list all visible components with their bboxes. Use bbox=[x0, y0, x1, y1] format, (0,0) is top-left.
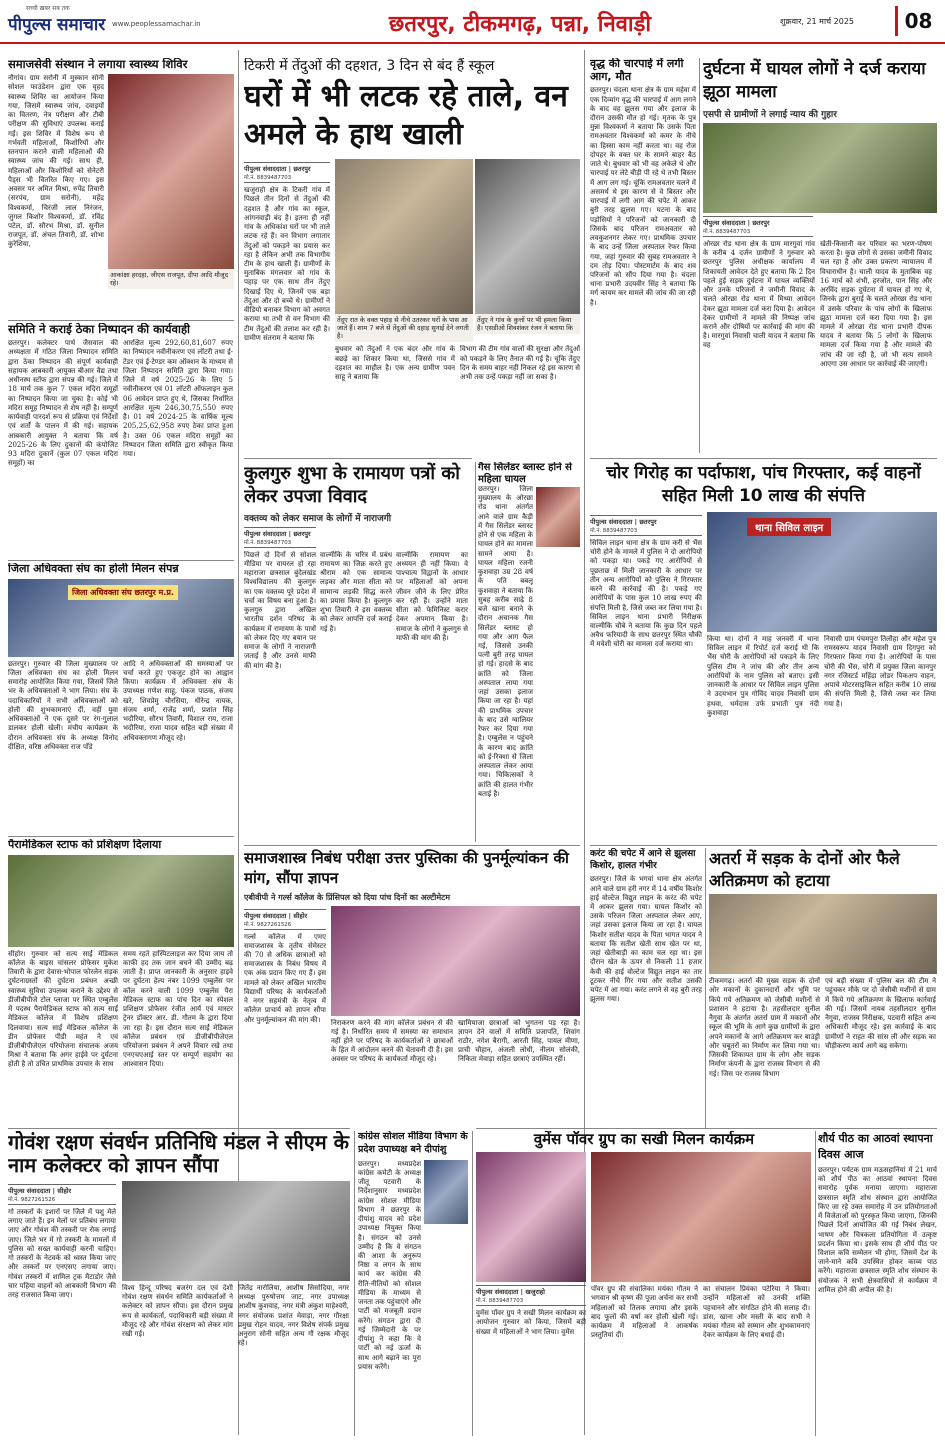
article-body: छतरपुर। मध्यप्रदेश कांग्रेस कमेटी के अध्यक्ष जीतू पटवारी के निर्देशानुसार मध्यप्रदेश कांग्रेस सोशल मीडिया विभाग ने छतरपुर के दीपांशु यादव को प्रदेश उपाध्यक्ष नियुक्त किया है। संगठन को उनसे उम्मीद है कि वे संगठन की आशा के अनुरूप निष्ठा व लगन के साथ कार्य कर कांग्रेस की रीति-नीतियों को सोशल मीडिया के माध्यम से जनता तक पहुंचाएंगे और पार्टी को मजबूती प्रदान करेंगे। संगठन द्वारा दी गई जिम्मेदारी के पर दीपांशु ने कहा कि वे पार्टी को नई ऊर्जा के साथ आगे बढ़ाने का पूरा प्रयास करेंगे। bbox=[358, 1159, 421, 1371]
byline: पीपुल्स संवाददाता | सीहोर मो.नं. 9827261526 bbox=[244, 909, 326, 930]
article-body: विभाग की टीम गांव वालों की सुरक्षा और तेंदुओं को पकड़ने के लिए तैनात की गई है। चूंकि तेंदुए दिन के समय बाहर नहीं निकल रहे इस कारण से अभी तक उन्हें पकड़ा नहीं जा सका है। bbox=[460, 345, 580, 382]
article-body: छतरपुर। गुरुवार की जिला मुख्यालय पर जिला अधिवक्ता संघ का होली मिलन समारोह आयोजित किया गया, जिसमें जिले भर के अधिवक्ताओं ने भाग लिया। संघ के पदाधिकारियों ने सभी अधिवक्ताओं को होली की शुभकामनाएं दीं, वहीं युवा अधिवक्ताओं ने एक दूसरे पर रंग-गुलाल डालकर होली खेली। मंचीय कार्यक्रम के दौरान अधिवक्ता संघ के अध्यक्ष विनोद दीक्षित, वरिष्ठ अधिवक्ता राज पाँडे bbox=[8, 659, 118, 751]
article-body: का संचालन प्रियंका पटेरिया ने किया। उन्होंने महिलाओं को उनकी शक्ति पहचानने और संगठित होने की सलाह दी। डांस, खाना और मस्ती के बाद सभी ने मयंका गौतम को सम्मान और शुभकामनाएं देकर कार्यक्रम के लिए बधाई दी। bbox=[703, 1285, 810, 1340]
article-body: खामियाजा छात्राओं को भुगतना पड़ रहा है। ज्ञापन देने वालों में समिति प्रजापति, शिवांग राठौर, नगेश बैरागी, आरती सिंह, पायल मीणा, प्राची चौहान, अंजली लोधी, नीलम सोलंकी, निकिता मेवाड़ा सहित छात्राएं उपस्थित रहीं। bbox=[458, 1018, 580, 1064]
article-body: जितेंद्र नारोलिया, आशीष सिसोदिया, नगर अध्यक्ष पुरुषोत्तम जाट, नगर उपाध्यक्ष आशीष कुशवाह, नगर मंत्री अंकुश माहेश्वरी, नगर संयोजक प्रशांत मेवाड़ा, नगर गौरक्षा प्रमुख रोहन यादव, नगर विशेष संपर्क प्रमुख अनुराग सोनी सहित अन्य गौ रक्षक मौजूद रहे। bbox=[238, 1284, 349, 1348]
article-body: वाल्मीकि के चरित्र में प्रबंध रामायण का जिक्र करते हुए श्रीराम को एक सामान्य लड़का और माता सीता को सामान्य लड़की सिद्ध करने का प्रयास किया है। कुलगुरु शुभा तिवारी ने इस वक्तव्य को लेकर आपत्ति दर्ज कराई गई है। bbox=[320, 550, 392, 633]
banner-text: जिला अधिवक्ता संघ छतरपुर म.प्र. bbox=[68, 585, 178, 600]
divider bbox=[8, 560, 234, 561]
subheadline: एबीवीपी ने गर्ल्स कॉलेज के प्रिंसिपल को दिया पांच दिनों का अल्टीमेटम bbox=[244, 892, 450, 902]
byline-place: खजुराहो bbox=[525, 1288, 545, 1297]
story-electrocution bbox=[590, 848, 702, 1128]
article-body: किया था। दोनों ने माह जनवरी में थाना सिविल लाइन में रिपोर्ट दर्ज कराई थी कि भैंस चोरी के आरोपियों को पकड़ने के लिए पुलिस टीम ने जांच की और तीन अन्य आरोपियों के नाम पुलिस को बताए। इसी जानकारी के आधार पर सिविल लाइन पुलिस ने उदयभान पुत्र गोविंद यादव निवासी ग्राम हथवा, धर्मदास उर्फ प्रभाती पुत्र नंदी कुशवाहा bbox=[707, 634, 819, 717]
article-body: एवं बड़ी संख्या में पुलिस बल की टीम ने पहुंचकर मौके पर दो जेसीबी मशीनों से ग्राम में किये गये अतिक्रमण के खिलाफ कार्रवाई की गई। जिसमें नायब तहसीलदार सुनील नैगुवा, राजस्व निरीक्षक, पटवारी सहित अन्य अधिकारी मौजूद रहे। इस कार्रवाई के बाद ग्रामीणों ने राहत की सांस ली और सड़क का चौड़ीकरण कार्य आगे बढ़ सकेगा। bbox=[825, 977, 936, 1050]
headline: समाजशास्त्र निबंध परीक्षा उत्तर पुस्तिका की पुनर्मूल्यांकन की मांग, सौंपा ज्ञापन bbox=[244, 849, 569, 888]
article-body: वुमेंस पॉवर ग्रुप ने सखी मिलन कार्यक्रम का आयोजन गुरुवार को किया, जिसमें बड़ी संख्या में महिलाओं ने भाग लिया। वुमेंस bbox=[476, 1309, 586, 1336]
article-body: निराकरण करने की मांग कॉलेज प्रबंधन से की गई है। निर्धारित समय में समस्या का समाधान नहीं होने पर परिषद के कार्यकर्ताओं ने छात्राओं के हित में आंदोलन करने की चेतावनी दी है। इस अवसर पर परिषद के कार्यकर्ता मौजूद रहे। bbox=[331, 1018, 453, 1064]
byline-place: छतरपुर bbox=[639, 517, 657, 526]
divider bbox=[244, 845, 580, 846]
byline-place: छतरपुर bbox=[293, 165, 311, 174]
headline: चोर गिरोह का पर्दाफाश, पांच गिरफ्तार, कई वाहनों सहित मिली 10 लाख की संपत्ति bbox=[606, 463, 921, 506]
headline: शौर्य पीठ का आठवां स्थापना दिवस आज bbox=[818, 1132, 933, 1161]
injured-woman-photo bbox=[536, 487, 580, 547]
story-liquor-contract bbox=[8, 323, 234, 558]
story-health-camp bbox=[8, 58, 234, 316]
headline: वुमेंस पॉवर ग्रुप का सखी मिलन कार्यक्रम bbox=[533, 1131, 755, 1148]
story-shaurya-peeth bbox=[818, 1131, 937, 1439]
headline: दुर्घटना में घायल लोगों ने दर्ज कराया झूठा मामला bbox=[703, 59, 926, 102]
photo-caption: आकांक्षा हरदहा, जीएस राजपूत, दीपा आदि मौजूद रहे। bbox=[108, 269, 234, 289]
byline: पीपुल्स संवाददाता | सीहोर मो.नं. 9827261526 bbox=[8, 1184, 116, 1205]
column-rule bbox=[472, 1131, 473, 1436]
story-gas-cylinder bbox=[478, 462, 580, 842]
byline-mobile: मो.नं. 8839487703 bbox=[244, 175, 292, 182]
photo-caption: तेंदुए रात के वक्त पहाड़ से नीचे उतरकर घरों के पास आ जाते हैं। शाम 7 बजे से तेंदुओं की दहाड़ सुनाई देने लगती है। bbox=[335, 314, 473, 342]
byline-place: सीहोर bbox=[293, 911, 308, 920]
column-rule bbox=[705, 848, 706, 1128]
headline: करंट की चपेट में आने से झुलसा किशोर, हालत गंभीर bbox=[590, 849, 696, 872]
headline: जिला अधिवक्ता संघ का होली मिलन संपन्न bbox=[8, 563, 179, 575]
divider bbox=[244, 458, 472, 459]
article-body: खेती-किसानी कर परिवार का भरण-पोषण करता है। कुछ लोगों से उसका जमीनी विवाद चल रहा है और उक्त प्रकरण न्यायालय में विचाराधीन है। चाली यादव के मुताबिक वह 16 मार्च को शंभी, हरजोत, पान सिंह और अरविंद सड़क दुर्घटना में घायल हो गए थे, जिनके द्वारा बुराई के चलते ओरछा रोड थाना में उसके परिवार के पांच लोगों के खिलाफ झूठा मामला दर्ज करा दिया गया है। इस मामले में ओरछा रोड थाना प्रभारी दीपक यादव ने बताया कि 5 लोगों के खिलाफ मामला दर्ज किया गया है और मामले की जांच की जा रही है, जो भी सत्य सामने आएगा उस आधार पर कार्रवाई की जाएगी। bbox=[820, 239, 932, 368]
article-body: छतरपुर। पर्यटक ग्राम मऊसहानियां में 21 मार्च को शौर्य पीठ का आठवां स्थापना दिवस समारोह पूर्वक मनाया जाएगा। महाराजा छत्रसाल स्मृति शोध संस्थान द्वारा आयोजित किए जा रहे उक्त समारोह में उन प्रतियोगताओं में विजेताओं को पुरस्कृत किया जाएगा, जिनकी पिछले दिनों आयोजित की गई निबंध लेखन, भाषण और चित्रकला प्रतियोगिता में उत्कृष्ट प्रदर्शन किया था। इसके साथ ही शौर्य पीठ पर विशाल कवि सम्मेलन भी होगा, जिसमें देश के जाने-माने कवि उपस्थित होकर काव्य पाठ करेंगे। महाराजा छत्रसाल स्मृति शोध संस्थान के संयोजक ने सभी क्षेत्रवासियों से कार्यक्रम में शामिल होने की अपील की है। bbox=[818, 1165, 937, 1294]
byline-mobile: मो.नं. 8839487703 bbox=[476, 1298, 524, 1305]
column-rule bbox=[475, 462, 476, 842]
article-body: निवासी ग्राम पंचमपुरा तिलौहा और महेश पुत्र रामस्वरूप यादव निवासी ग्राम दिगपुरा को गिरफ्तार किया गया है। आरोपियों के पास चोरी की भैंस, चोरी में प्रयुक्त जिला कानपुर नगर रजिस्टर्ड महिंद्रा लोडर पिकअप वाहन, अपाचे मोटरसाइकिल सहित करीब 10 लाख की संपत्ति मिली है, जिसे जब्त कर लिया गया है। bbox=[824, 634, 936, 708]
jcb-demolition-photo bbox=[709, 894, 937, 974]
byline-mobile: मो.नं. 9827261526 bbox=[8, 1197, 56, 1203]
byline: पीपुल्स संवाददाता | छतरपुर मो.नं. 8839487703 bbox=[244, 162, 330, 183]
article-body: पिछले दो दिनों से सोशल मीडिया पर वायरल हो रहा महाराजा छत्रसाल बुंदेलखंड विश्वविद्यालय की कुलगुरु का एक वक्तव्य पूरे प्रदेश में चर्चा का विषय बना हुआ है। कुलगुरु द्वारा अखिल भारतीय दर्शन परिषद के कार्यक्रम में रामायण के पात्रों को लेकर दिए गए बयान पर समाज के लोगों ने नाराजगी जताई है और उनसे माफी की मांग की है। bbox=[244, 550, 316, 670]
headline: घरों में भी लटक रहे ताले, वन अमले के हाथ खाली bbox=[244, 79, 568, 152]
byline-name: पीपुल्स संवाददाता bbox=[244, 911, 287, 920]
photo-caption: तेंदुए ने गांव के कुत्तों पर भी हमला किया है। एसडीओ शिवशंकर रंजन ने बताया कि bbox=[475, 314, 580, 334]
article-body: छतरपुर। जिला मुख्यालय के ओरछा रोड थाना अंतर्गत आने वाले ग्राम कैड़ी में गैस सिलेंडर ब्लास्ट होने से एक महिला के घायल होने का मामला सामने आया है। घायल महिला रजनी कुशवाहा उम्र 28 वर्ष के पति बबलू कुशवाहा ने बताया कि सुबह करीब साढ़े 8 बजे खाना बनाने के दौरान अचानक गैस सिलेंडर ब्लास्ट हो गया और आग फैल गई, जिससे उनकी पत्नी बुरी तरह घायल हो गई। हादसे के बाद क्रांति को जिला अस्पताल लाया गया जहां उसका इलाज किया जा रहा है। यहां की प्राथमिक उपचार के बाद उसे ग्वालियर रेफर कर दिया गया है। एम्बुलेंस न पहुंचने के कारण बाद क्रांति को ई-रिक्शा से जिला अस्पताल लेकर आया गया। चिकित्सकों ने क्रांति की हालत गंभीर बताई है। bbox=[478, 485, 533, 798]
subheadline: एसपी से ग्रामीणों ने लगाई न्याय की गुहार bbox=[703, 109, 837, 120]
byline-mobile: मो.नं. 8839487703 bbox=[590, 527, 638, 534]
page-number: 08 bbox=[895, 6, 939, 36]
article-body: आदि ने अधिवक्ताओं की समस्याओं पर चर्चा करते हुए एकजुट होने का आह्वान किया। कार्यक्रम में अधिवक्ता संघ के उपाध्यक्ष गणेश साहू, पंकज पाठक, संजय खरे, शिवप्रेमु चौरसिया, धीरेन्द्र नायक, संजय शर्मा, राजेंद्र शर्मा, प्रशांत सिंह भदौरिया, सौरभ तिवारी, विशाल राय, राजा भदौरिया, राजा यादव सहित बड़ी संख्या में अधिवक्तागण मौजूद रहे। bbox=[123, 659, 233, 742]
story-ramayan-controversy bbox=[244, 462, 472, 857]
story-congress-appointment bbox=[358, 1131, 468, 1439]
abvp-students-photo bbox=[331, 906, 580, 1016]
article-body: छतरपुर। जिले के भगवां थाना क्षेत्र अंतर्गत आने वाले ग्राम हरी नगर में 14 वर्षीय किशोर हाई वोल्टेज विद्युत लाइन के करंट की चपेट में आकर झुलस गया। घायल किशोर को उसके परिजन जिला अस्पताल लेकर आए, जहां उसका इलाज किया जा रहा है। घायल किशोर सतीश यादव के पिता भागत यादव ने बताया कि सतीश खेती साथ खेत पर था, जहां खेतीबाड़ी का काम चल रहा था। इस दौरान खेत के ऊपर से निकली 11 हजार केवी की हाई वोल्टेज विद्युत लाइन का तार टूटकर नीचे गिर गया और सतीश उसकी चपेट में आ गया। करंट लगने से वह बुरी तरह झुलस गया। bbox=[590, 875, 702, 1004]
police-station-sign: थाना सिविल लाइन bbox=[747, 518, 831, 536]
column-rule bbox=[699, 58, 700, 453]
column-rule bbox=[354, 1131, 355, 1436]
byline-mobile: मो.नं. 8839487703 bbox=[244, 539, 292, 546]
byline-place: छतरपुर bbox=[752, 218, 770, 227]
kicker: टिकरी में तेंदुओं की दहशत, 3 दिन से बंद हैं स्कूल bbox=[244, 58, 495, 74]
region-title: छतरपुर, टीकमगढ़, पन्ना, निवाड़ी bbox=[388, 12, 652, 37]
column-rule bbox=[815, 1131, 816, 1436]
issue-date: शुक्रवार, 21 मार्च 2025 bbox=[780, 17, 855, 26]
headline: वृद्ध की चारपाई में लगी आग, मौत bbox=[590, 58, 684, 83]
article-body: खजुराहो क्षेत्र के टिकरी गांव में पिछले तीन दिनों से तेंदुओं की दहशत है और गांव का स्कूल, आंगनवाड़ी बंद है। इतना ही नहीं गांव के अधिकांश घरों पर भी ताले लटक रहे हैं। वन विभाग लगातार तेंदुओं को पकड़ने का प्रयास कर रहा है लेकिन अभी तक विभागीय टीम के हाथ खाली हैं। ग्रामीणों के मुताबिक मंगलवार को गांव के पहाड़ पर एक साथ तीन तेंदुए दिखाई दिए थे, जिनमें एक बड़ा तेंदुआ और दो बच्चे थे। ग्रामीणों ने वीडियो बनाकर विभाग को अवगत कराया था तभी से वन विभाग की टीम तेंदुओं की तलाश कर रही है। ग्रामीण संतराम ने बताया कि bbox=[244, 186, 330, 342]
website[interactable]: www.peoplessamachar.in bbox=[112, 20, 201, 28]
story-thief-gang bbox=[590, 462, 937, 842]
byline: पीपुल्स संवाददाता | छतरपुर मो.नं. 8839487703 bbox=[244, 527, 316, 548]
story-paramedical-training bbox=[8, 839, 234, 1129]
logo bbox=[8, 4, 201, 38]
divider bbox=[590, 845, 937, 846]
divider bbox=[476, 1128, 937, 1129]
story-advocate-holi bbox=[8, 563, 234, 833]
masthead bbox=[0, 0, 945, 44]
article-body: ओरछा रोड थाना क्षेत्र के ग्राम मारगुवां गांव के करीब 4 दर्जन ग्रामीणों ने गुरुवार को छतरपुर पुलिस अधीक्षक कार्यालय में शिकायती आवेदन देते हुए बताया कि 2 दिन पहले हुई सड़क दुर्घटना में घायल व्यक्तियों और उनके परिजनों ने जमीनी विवाद के चलते ओरछा रोड थाना में मिथ्या आवेदन देकर झूठा मामला दर्ज करा दिया है। आवेदन देकर ग्रामीणों ने मामले की निष्पक्ष जांच कराने और दोषियों पर कार्रवाई की मांग की है। मारगुवां निवासी चाली यादव ने बताया कि वह bbox=[703, 239, 815, 350]
logo-text: पीपुल्स समाचार bbox=[8, 15, 106, 35]
divider bbox=[8, 836, 234, 837]
training-photo bbox=[8, 855, 234, 947]
article-body: नौगांव। ग्राम सरोनी में मुस्कान सोनी सोशल फाउंडेशन द्वारा एक वृहद स्वास्थ्य शिविर का आयोजन किया गया, जिसमें स्वास्थ्य जांच, दवाइयों का वितरण, नेत्र परीक्षण और टीबी परीक्षण की सुविधाएं उपलब्ध कराई गईं। इस शिविर में विशेष रूप से गर्भवती महिलाओं, किशोरियों और स्तनपान कराने वाली महिलाओं की स्वास्थ्य जांच की गई। साथ ही, महिलाओं और किशोरियों को सेनेटरी पैड्स भी वितरित किए गए। इस अवसर पर अमित मिश्रा, रुपेंद्र तिवारी (सरपंच, ग्राम सरोनी), महेंद्र विश्वकर्मा, चिरंजी लाल निरंजन, जुगल किशोर विश्वकर्मा, डॉ. रविंद्र पटेल, डॉ. सौरभ मिश्रा, डॉ. सुनील राजपूत, डॉ. अंचल तिवारी, डॉ. शोभा कुरेशिया, bbox=[8, 74, 104, 249]
article-body: सीहोर। गुरुवार को सत्य साईं मेडिकल कॉलेज के बाइस चांसलर प्रोफेसर मुकेश तिवारी के द्वारा देवास-भोपाल फोरलेन सड़क दुर्घटनाग्रस्तों की दुर्घटना प्रबंधन अच्छी स्वास्थ्य सुविधा उपलब्ध कराने के उद्देश्य से डीजीबीपीजे टोल प्लाजा पर स्थित एम्बुलेंस में पदस्थ पैरामेडिकल स्टाफ को सत्य साईं मेडिकल कॉलेज में विशेष प्रशिक्षण दिलवाया। सत्य साईं मेडिकल कॉलेज के डीन प्रोफेसर पीडी महंत ने एवं डीजीबीपीजेएल परियोजना संचालक अजय मिश्रा ने बताया कि अगर हाईवे पर दुर्घटना होती है तो उचित प्राथमिक उपचार के साथ bbox=[8, 949, 118, 1069]
article-body: आरक्षित मूल्य 292,60,81,607 रुपए का निष्पादन नवीनीकरण एवं लॉटरी तथा ई-टेंडर एवं ई-टेण्डर कम ऑक्शन के माध्यम से जिला निष्पादन समिति द्वारा किया गया। जिले में वर्ष 2025-26 के लिए 5 नवीनीकरण एवं 01 लॉटरी ऑफलाइन कुल 06 आवेदन प्राप्त हुए थे, जिसका निर्धारित आरक्षित मूल्य 246,30,75,550 रुपए है। 01 वर्ष 2024-25 के वार्षिक मूल्य 205,25,62,958 रुपए ठेका प्राप्त हुआ है। उक्त 06 एकल मदिरा समूहों का निष्पादन जिला समिति द्वारा स्वीकृत किया गया। bbox=[123, 339, 233, 459]
subheadline: वक्तव्य को लेकर समाज के लोगों में नाराजगी bbox=[244, 513, 392, 524]
byline-name: पीपुल्स संवाददाता bbox=[244, 165, 287, 174]
article-body: पॉवर ग्रुप की संचालिका मयंका गौतम ने भगवान श्री कृष्ण की पूजा अर्चना कर सभी महिलाओं को तिलक लगाया और इसके बाद फूलों की वर्षा कर होली खेली गई। कार्यक्रम में महिलाओं ने आकर्षक प्रस्तुतियां दीं। bbox=[591, 1285, 698, 1340]
villagers-photo bbox=[703, 123, 937, 213]
health-camp-photo bbox=[108, 74, 234, 269]
article-body: गर्ल्स कॉलेज में एमए समाजशास्त्र के तृतीय सेमेस्टर की 70 से अधिक छात्राओं को समाजशास्त्र के निबंध विषय में एक अंक प्रदान किए गए हैं। इस मामले को लेकर अखिल भारतीय विद्यार्थी परिषद के कार्यकर्ताओं ने नगर सहमंत्री के नेतृत्व में कॉलेज प्राचार्य को ज्ञापन सौंपा और पुनर्मूल्यांकन की मांग की। bbox=[244, 932, 326, 1024]
leopard-hill-photo bbox=[335, 159, 473, 314]
story-gau-raksha bbox=[8, 1131, 350, 1439]
divider bbox=[8, 1128, 350, 1129]
memorandum-photo bbox=[122, 1181, 350, 1281]
leopard-village-photo bbox=[475, 159, 580, 314]
byline: पीपुल्स संवाददाता | खजुराहो मो.नं. 8839487703 bbox=[476, 1285, 586, 1306]
byline-name: पीपुल्स संवाददाता bbox=[703, 218, 746, 227]
story-elderly-fire bbox=[590, 58, 696, 453]
byline: पीपुल्स संवाददाता | छतरपुर मो.नं. 8839487703 bbox=[590, 515, 702, 536]
advocate-meet-photo bbox=[8, 579, 234, 657]
headline: गैस सिलेंडर ब्लास्ट होने से महिला घायल bbox=[478, 462, 572, 485]
article-body: सिविल लाइन थाना क्षेत्र के ग्राम करी से भैंस चोरी होने के मामले में पुलिस ने दो आरोपियों को पकड़ा था। पकड़े गए आरोपियों से पूछताछ में मिली जानकारी के आधार पर तीन अन्य आरोपियों को पुलिस ने गिरफ्तार करने की कार्रवाई की है। पकड़े गए आरोपियों के पास कुल 10 लाख रुपए की संपत्ति मिली है, जिसे जब्त कर लिया गया है। सिविल लाइन थाना प्रभारी निरीक्षक वाल्मीकि चौबे ने बताया कि कुछ दिन पहले अवैध फरियादी के साथ छतरपुर स्थित चौकी में मवेशी चोरी का मामला दर्ज कराया था। bbox=[590, 538, 702, 649]
article-body: समय रहते हास्पिटलाइज कर दिया जाय तो काफी हद तक जान बचने की उम्मीद बढ़ जाती है। प्राप्त जानकारी के अनुसार हाइवे पर दुर्घटना हेल्प नंबर 1099 एम्बुलेंस पर कॉल करने वाली 1099 एम्बुलेंस पैरा मेडिकल स्टाफ का पांच दिन का स्पेशल प्रशिक्षण प्रोफेसर रंजीत आर्य एवं मास्टर ट्रेनर डॉक्टर आर. डी. गौतम के द्वारा दिया जा रहा है। इस दौरान सत्य साईं मेडिकल कॉलेज प्रबंधन एवं डीजीबीपीजेएल परियोजना प्रबंधन ने अपने विचार रखे तथा एनएचएआई स्तर पर सम्पूर्ण सहयोग का आश्वासन दिया। bbox=[123, 949, 233, 1069]
article-body: छतरपुर। चंदला थाना क्षेत्र के ग्राम महेवा में एक दिव्यांग वृद्ध की चारपाई में आग लगने के बाद वह झुलस गया और इलाज के दौरान उसकी मौत हो गई। मृतक के पुत्र मुन्ना विश्वकर्मा ने बताया कि उसके पिता रामअवतार विश्वकर्मा को कमर के नीचे का हिस्सा काम नहीं करता था। वह रोज दोपहर के वक्त घर के सामने बाहर बैठ जाते थे। बुधवार को भी वह अकेले थे और चारपाई पर लेटे बीड़ी पी रहे थे तभी बिस्तर में आग लग गई। चूंकि रामअवतार चलने में असमर्थ थे इस कारण से वे बिस्तर और चारपाई में लगी आग की चपेट में आकर बुरी तरह झुलस गए। घटना के बाद पड़ोसियों ने परिजनों को जानकारी दी जिसके बाद परिजन रामअवतार को लवकुशनगर लेकर गए। प्राथमिक उपचार के बाद उन्हें जिला अस्पताल रेफर किया गया, जहां गुरुवार की सुबह रामअवतार ने दम तोड़ दिया। पोस्टमार्टम के बाद शव परिजनों को सौंप दिया गया है। चंदला थाना प्रभारी उदयवीर सिंह ने बताया कि मर्ग कायम कर मामले की जांच की जा रही है। bbox=[590, 86, 696, 307]
women-celebration-photo bbox=[591, 1152, 811, 1282]
headline: पैरामेडिकल स्टाफ को प्रशिक्षण दिलाया bbox=[8, 839, 162, 851]
article-body: वाल्मीकि रामायण का अध्ययन ही नहीं किया। वे पाश्चात्य विद्वानों के आधार पर महिलाओं को अपना जीवन जीने के लिए प्रेरित कर रही हैं। उन्होंने माता सीता को फेमिनिस्ट करार देकर अपमान किया है। समाज के लोगों ने कुलगुरु से माफी की मांग की है। bbox=[396, 550, 468, 642]
article-body: गो तस्करों के इशारों पर जिले में पशु मेले लगाए जाते हैं। इन मेलों पर प्रतिबंध लगाया जाए और गोवंश की तस्करी पर रोक लगाई जाए। जिले भर में गो तस्करी के मामलों में पुलिस को सख्त कार्यवाही करनी चाहिए। गो तस्करों के नेटवर्क को ध्वस्त किया जाए और तस्करों पर एनएसए लगाया जाए। गोवंश तस्करों में शामिल ट्रक मैटाडोर जैसे चार पहिया वाहनों को आबकारी विभाग की तरह राजसात किया जाए। bbox=[8, 1208, 116, 1300]
byline-place: छतरपुर bbox=[293, 529, 311, 538]
divider bbox=[590, 458, 937, 459]
article-body: टीकमगढ़। अतर्रा की मुख्य सड़क के दोनों ओर मकानों के दुकानदारों और भूमि पर किये गये अतिक्रमण को जेसीबी मशीनों से प्रशासन ने हटाया है। तहसीलदार सुनील नैगुवा के अंतर्गत अतर्रा ग्राम में मकानों और स्कूल की भूमि के आगे कुछ ग्रामीणों के द्वारा अपने मकानों के आगे अतिक्रमण कर बाउंड्री और चबूतरों का निर्माण कर लिया गया था। जिसकी शिकायत ग्राम के लोग और सड़क निर्माण कंपनी के द्वारा राजस्व विभाग से की गई। जिस पर राजस्व विभाग bbox=[709, 977, 820, 1078]
arrested-gang-photo bbox=[707, 512, 937, 632]
women-group-photo bbox=[476, 1152, 586, 1282]
byline: पीपुल्स संवाददाता | छतरपुर मो.नं. 8839487703 bbox=[703, 216, 813, 237]
byline-mobile: मो.नं. 8839487703 bbox=[703, 228, 751, 235]
article-body: छतरपुर। कलेक्टर पार्थ जैसवाल की अध्यक्षता में गठित जिला निष्पादन समिति द्वारा ठेका निष्पादन की संपूर्ण कार्यवाही सहायक आबकारी आयुक्त बीआर वैद्य तथा अधीनस्थ स्टॉफ द्वारा संपन्न की गई। जिले में 18 मार्च तक कुल 7 एकल मदिरा समूहों का निष्पादन किया जा चुका है। कोई भी मदिरा समूह निष्पादन से शेष नहीं है। सम्पूर्ण कार्यवाही पारदर्श रूप से प्रक्रिया एवं निर्देशों एवं शर्तों के पालन में की गई। सहायक आबकारी आयुक्त ने बताया कि वर्ष 2025-26 के लिए दुकानों की कंपोजिट 93 मदिरा दुकानें (कुल 07 एकल मदिरा समूहों) का bbox=[8, 339, 118, 468]
headline: समिति ने कराई ठेका निष्पादन की कार्यवाही bbox=[8, 323, 191, 336]
byline-name: पीपुल्स संवाददाता bbox=[476, 1288, 519, 1297]
byline-place: सीहोर bbox=[57, 1187, 72, 1195]
headline: कुलगुरु शुभा के रामायण पत्रों को लेकर उपजा विवाद bbox=[244, 463, 460, 508]
headline: कांग्रेस सोशल मीडिया विभाग के प्रदेश उपाध्यक्ष बने दीपांशु bbox=[358, 1131, 468, 1155]
article-body: विश्व हिन्दू परिषद बजरंग दल एवं देशी गोवंश रक्षण संवर्धन समिति कार्यकर्ताओं ने कलेक्टर को ज्ञापन सौंपा। इस दौरान प्रमुख रूप से कार्यकर्ता, पदाधिकारी बड़ी संख्या में मौजूद रहे और गोवंश संरक्षण को लेकर मांग रखी गई। bbox=[122, 1284, 233, 1339]
divider bbox=[8, 320, 234, 321]
story-leopard bbox=[244, 58, 580, 453]
byline-name: पीपुल्स संवाददाता bbox=[590, 517, 633, 526]
logo-tagline: सच्ची ख़बर सब तक bbox=[26, 5, 70, 12]
byline-name: पीपुल्स संवाददाता bbox=[8, 1187, 51, 1195]
story-false-case bbox=[703, 58, 937, 453]
headline: गोवंश रक्षण संवर्धन प्रतिनिधि मंडल ने सीएम के नाम कलेक्टर को ज्ञापन सौंपा bbox=[8, 1131, 350, 1177]
story-encroachment bbox=[709, 848, 937, 1128]
story-sociology-exam bbox=[244, 848, 580, 1128]
headline: अतर्रा में सड़क के दोनों ओर फैले अतिक्रमण को हटाया bbox=[709, 849, 900, 890]
byline-name: पीपुल्स संवाददाता bbox=[244, 529, 287, 538]
headline: समाजसेवी संस्थान ने लगाया स्वास्थ्य शिविर bbox=[8, 58, 188, 71]
byline-mobile: मो.नं. 9827261526 bbox=[244, 921, 292, 928]
deepanshu-portrait bbox=[424, 1160, 468, 1224]
story-womens-power bbox=[476, 1131, 812, 1439]
article-body: बुधवार को तेंदुओं ने एक बंदर और गांव के बछड़े का शिकार किया था, जिससे गांव में दहशत का माहौल है। एक अन्य ग्रामीण पवन साहू ने बताया कि bbox=[335, 345, 455, 382]
